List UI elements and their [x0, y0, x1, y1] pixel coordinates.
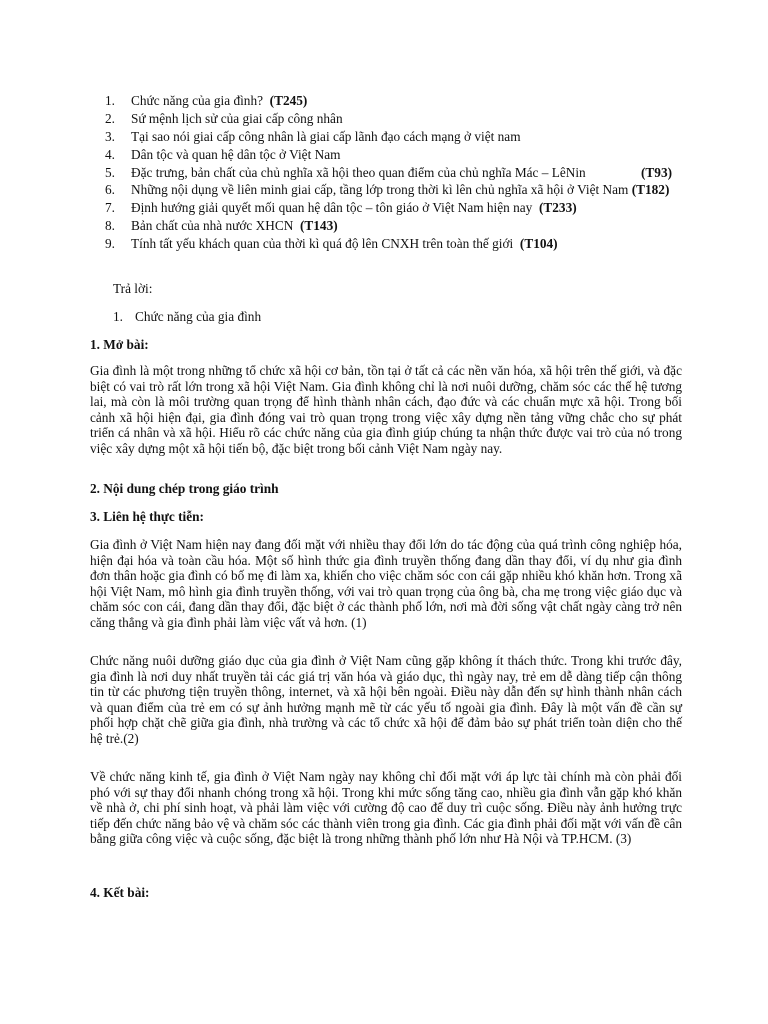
question-item-6	[105, 182, 685, 198]
answer-item-number: 1.	[113, 309, 123, 324]
question-number: 1.	[105, 93, 115, 108]
question-text: Định hướng giải quyết mối quan hệ dân tộc – tôn giáo ở Việt Nam hiện nay	[131, 200, 533, 216]
question-item-7	[105, 200, 685, 216]
page-reference: (T143)	[299, 218, 338, 234]
question-text: Những nội dụng về liên minh giai cấp, tầng lớp trong thời kì lên chủ nghĩa xã hội ở Việt Nam	[131, 182, 629, 198]
page-reference: (T182)	[631, 182, 670, 198]
question-list	[105, 93, 685, 254]
page-reference: (T245)	[269, 93, 308, 108]
content-heading: 2. Nội dung chép trong giáo trình	[90, 481, 279, 496]
intro-paragraph: Gia đình là một trong những tổ chức xã hội cơ bản, tồn tại ở tất cả các nền văn hóa, xã hội trên thế giới, và đặc biệt có vai trò rất lớn trong xã hội Việt Nam. Gia đình không chỉ là nơi nuôi dưỡng, chăm sóc các thế hệ tương lai, mà còn là môi trường quan trọng để hình thành nhân cách, đạo đức và các chuẩn mực xã hội. Trong bối cảnh xã hội hiện đại, gia đình đóng vai trò quan trọng trong việc xây dựng nền tảng vững chắc cho sự phát triển cá nhân và xã hội. Hiểu rõ các chức năng của gia đình giúp chúng ta nhận thức được vai trò của nó trong việc xây dựng một xã hội tiến bộ, đặc biệt trong bối cảnh Việt Nam ngày nay.	[90, 363, 682, 456]
question-item-3	[105, 129, 685, 145]
practice-paragraph-1: Gia đình ở Việt Nam hiện nay đang đối mặt với nhiều thay đổi lớn do tác động của quá trình công nghiệp hóa, hiện đại hóa và toàn cầu hóa. Một số hình thức gia đình truyền thống đang dần thay đổi, ví dụ như gia đình đơn thân hoặc gia đình có bố mẹ đi làm xa, khiến cho việc chăm sóc con cái gặp nhiều khó khăn hơn. Trong xã hội Việt Nam, mô hình gia đình truyền thống, với vai trò quan trọng của ông bà, cha mẹ trong việc giáo dục và chăm sóc con cái, đang dần thay đổi, đặc biệt ở các thành phố lớn, nơi mà đời sống vật chất ngày càng trở nên căng thẳng và gia đình phải làm việc vất vả hơn. (1)	[90, 537, 682, 630]
question-number: 4.	[105, 146, 115, 162]
question-number: 8.	[105, 218, 115, 234]
answer-label: Trả lời:	[113, 281, 153, 296]
practice-heading: 3. Liên hệ thực tiễn:	[90, 509, 204, 524]
question-text: Đặc trưng, bản chất của chủ nghĩa xã hội theo quan điểm của chủ nghĩa Mác – LêNin	[131, 164, 586, 180]
question-number: 7.	[105, 200, 115, 216]
question-item-5	[105, 165, 685, 181]
practice-paragraph-2: Chức năng nuôi dưỡng giáo dục của gia đình ở Việt Nam cũng gặp không ít thách thức. Trong khi trước đây, gia đình là nơi duy nhất truyền tải các giá trị văn hóa và giáo dục, thì ngày nay, trẻ em dễ dàng tiếp cận thông tin từ các phương tiện truyền thông, internet, và xã hội bên ngoài. Điều này dẫn đến sự hình thành nhân cách và quan điểm của trẻ em có sự ảnh hưởng mạnh mẽ từ các yếu tố ngoài gia đình. Đây là một vấn đề cần sự phối hợp chặt chẽ giữa gia đình, nhà trường và các tổ chức xã hội để đảm bảo sự phát triển toàn diện cho thế hệ trẻ.(2)	[90, 653, 682, 746]
page-reference: (T233)	[538, 200, 577, 216]
question-number: 5.	[105, 164, 115, 180]
question-text: Bản chất của nhà nước XHCN	[131, 218, 294, 234]
question-number: 6.	[105, 182, 115, 198]
conclusion-heading: 4. Kết bài:	[90, 885, 150, 900]
page-reference: (T93)	[641, 164, 673, 180]
question-number: 3.	[105, 128, 115, 144]
question-item-1	[105, 93, 685, 109]
answer-item-text: Chức năng của gia đình	[135, 309, 262, 324]
question-item-9	[105, 236, 685, 252]
question-text: Tại sao nói giai cấp công nhân là giai cấp lãnh đạo cách mạng ở việt nam	[131, 128, 521, 144]
question-text: Tính tất yếu khách quan của thời kì quá độ lên CNXH trên toàn thế giới	[131, 236, 514, 252]
question-number: 2.	[105, 110, 115, 126]
question-text: Dân tộc và quan hệ dân tộc ở Việt Nam	[131, 146, 341, 162]
practice-paragraph-3: Về chức năng kinh tế, gia đình ở Việt Nam ngày nay không chỉ đối mặt với áp lực tài chính mà còn phải đối phó với sự thay đổi nhanh chóng trong xã hội. Trong khi mức sống tăng cao, nhiều gia đình vẫn gặp khó khăn về nhà ở, chi phí sinh hoạt, và phải làm việc với cường độ cao để duy trì cuộc sống. Điều này ảnh hưởng trực tiếp đến chức năng bảo vệ và chăm sóc các thành viên trong gia đình. Các gia đình phải đối mặt với vấn đề cân bằng giữa công việc và cuộc sống, đặc biệt là trong những thành phố lớn như Hà Nội và TP.HCM. (3)	[90, 769, 682, 846]
question-item-8	[105, 218, 685, 234]
answer-item	[113, 309, 261, 325]
page-reference: (T104)	[519, 236, 558, 252]
intro-heading: 1. Mở bài:	[90, 337, 149, 352]
question-item-2	[105, 111, 685, 127]
question-text: Chức năng của gia đình?	[131, 93, 264, 108]
question-text: Sứ mệnh lịch sử của giai cấp công nhân	[131, 110, 343, 126]
question-item-4	[105, 147, 685, 163]
question-number: 9.	[105, 236, 115, 252]
